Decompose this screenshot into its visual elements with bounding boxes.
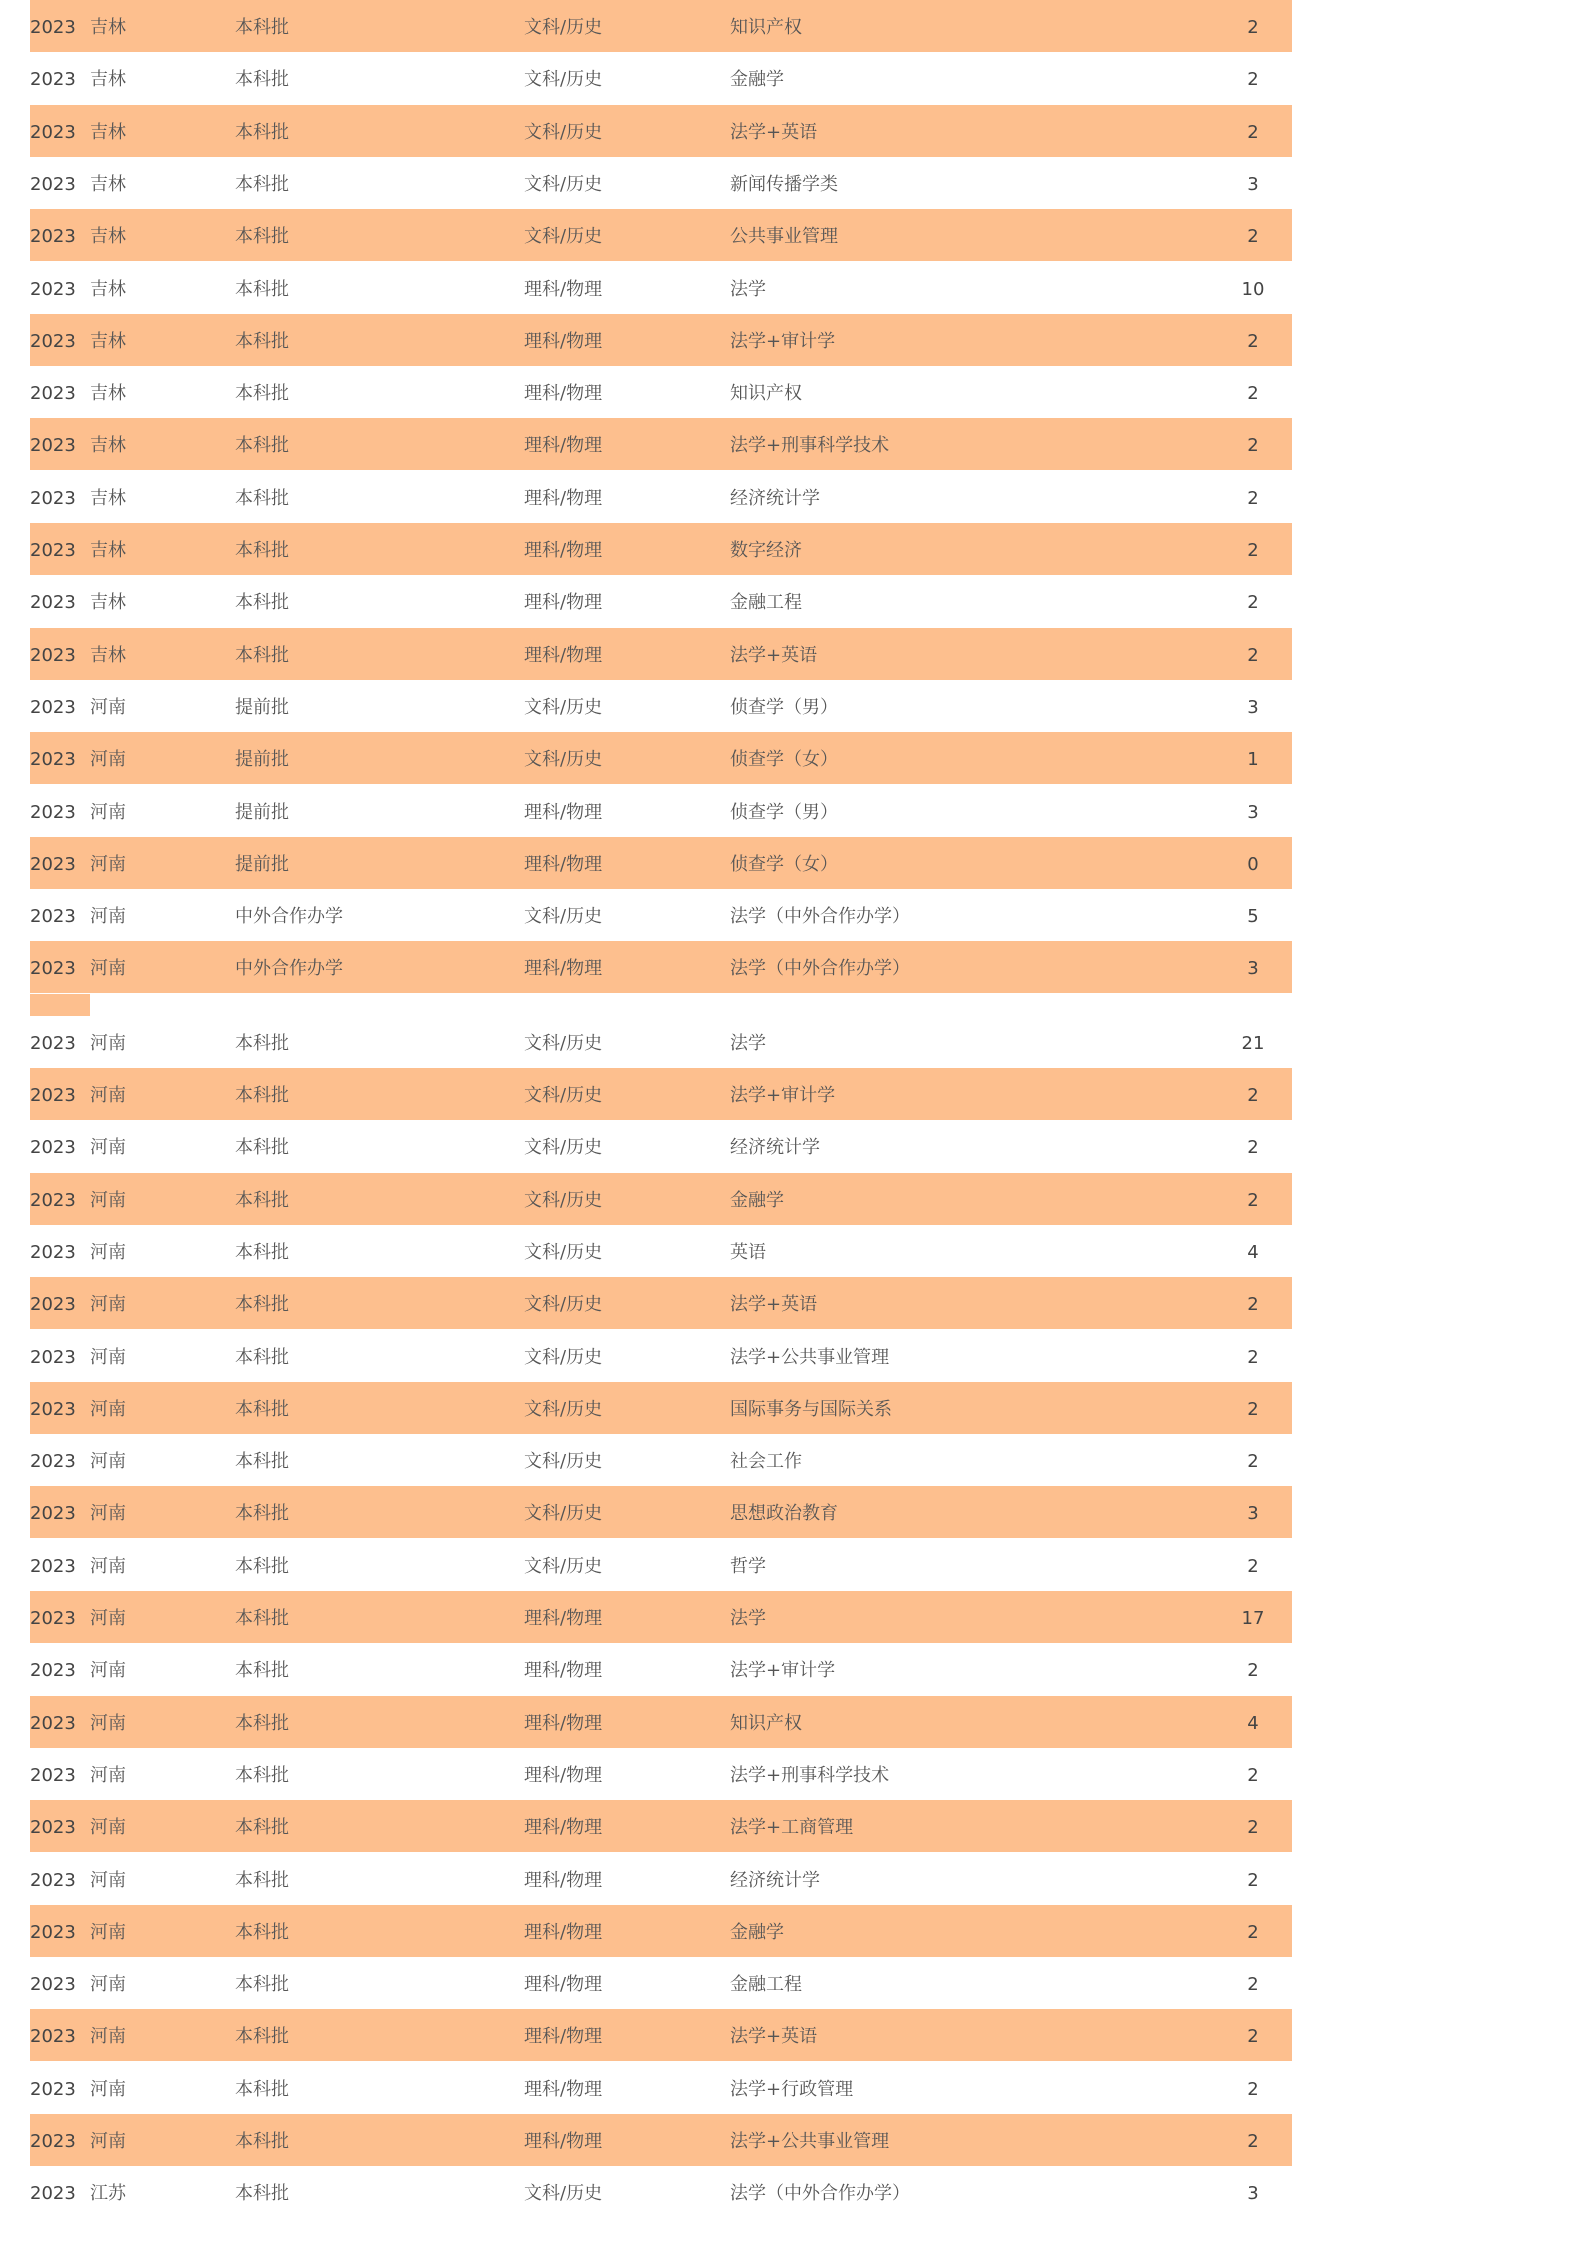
cell-province: 河南 bbox=[90, 1974, 126, 1996]
cell-subject: 文科/历史 bbox=[524, 1085, 603, 1106]
cell-province: 河南 bbox=[90, 1921, 126, 1943]
cell-year: 2023 bbox=[30, 1712, 76, 1734]
cell-year: 2023 bbox=[30, 121, 76, 143]
table-row bbox=[30, 1173, 1292, 1225]
cell-subject: 理科/物理 bbox=[524, 1974, 603, 1996]
cell-batch: 本科批 bbox=[235, 2026, 289, 2048]
cell-batch: 本科批 bbox=[235, 540, 289, 561]
cell-batch: 本科批 bbox=[235, 121, 289, 143]
cell-batch: 本科批 bbox=[235, 644, 289, 666]
cell-major: 思想政治教育 bbox=[730, 1503, 838, 1525]
cell-year: 2023 bbox=[30, 487, 76, 509]
cell-major: 侦查学（女） bbox=[730, 853, 838, 875]
table-row bbox=[30, 1591, 1292, 1643]
cell-subject: 文科/历史 bbox=[524, 69, 603, 91]
cell-province: 吉林 bbox=[90, 173, 126, 195]
cell-province: 吉林 bbox=[90, 540, 126, 561]
cell-province: 河南 bbox=[90, 2131, 126, 2152]
table-row bbox=[30, 314, 1292, 366]
cell-batch: 本科批 bbox=[235, 173, 289, 195]
cell-province: 河南 bbox=[90, 906, 126, 928]
cell-province: 河南 bbox=[90, 696, 126, 718]
row-highlight-fragment bbox=[30, 994, 90, 1016]
table-row bbox=[30, 1330, 1292, 1382]
table-row bbox=[30, 1696, 1292, 1748]
cell-province: 吉林 bbox=[90, 644, 126, 666]
cell-major: 法学+审计学 bbox=[730, 1085, 836, 1106]
cell-subject: 理科/物理 bbox=[524, 2078, 603, 2100]
cell-count: 2 bbox=[1247, 121, 1259, 143]
cell-year: 2023 bbox=[30, 2131, 76, 2152]
cell-province: 河南 bbox=[90, 1032, 126, 1054]
cell-major: 金融工程 bbox=[730, 592, 802, 614]
cell-subject: 理科/物理 bbox=[524, 801, 603, 823]
cell-batch: 本科批 bbox=[235, 278, 289, 300]
cell-major: 法学+行政管理 bbox=[730, 2078, 854, 2100]
cell-year: 2023 bbox=[30, 1764, 76, 1786]
cell-province: 吉林 bbox=[90, 592, 126, 614]
cell-count: 2 bbox=[1247, 330, 1259, 352]
table-row bbox=[30, 2009, 1292, 2061]
cell-major: 法学+英语 bbox=[730, 121, 818, 143]
cell-batch: 本科批 bbox=[235, 487, 289, 509]
cell-province: 吉林 bbox=[90, 226, 126, 248]
cell-count: 2 bbox=[1247, 644, 1259, 666]
cell-province: 河南 bbox=[90, 958, 126, 980]
table-row bbox=[30, 1225, 1292, 1277]
cell-province: 吉林 bbox=[90, 17, 126, 38]
cell-province: 吉林 bbox=[90, 330, 126, 352]
cell-province: 河南 bbox=[90, 1398, 126, 1420]
cell-year: 2023 bbox=[30, 1608, 76, 1629]
table-row bbox=[30, 209, 1292, 261]
cell-year: 2023 bbox=[30, 1398, 76, 1420]
cell-count: 2 bbox=[1247, 383, 1259, 405]
cell-subject: 理科/物理 bbox=[524, 1869, 603, 1891]
cell-batch: 本科批 bbox=[235, 1660, 289, 1682]
cell-batch: 本科批 bbox=[235, 1503, 289, 1525]
cell-province: 吉林 bbox=[90, 278, 126, 300]
cell-subject: 文科/历史 bbox=[524, 2183, 603, 2205]
cell-province: 河南 bbox=[90, 1085, 126, 1106]
cell-year: 2023 bbox=[30, 1189, 76, 1211]
cell-count: 2 bbox=[1247, 1085, 1259, 1106]
cell-subject: 文科/历史 bbox=[524, 1555, 603, 1577]
cell-province: 河南 bbox=[90, 1869, 126, 1891]
cell-count: 2 bbox=[1247, 1974, 1259, 1996]
cell-batch: 提前批 bbox=[235, 853, 289, 875]
cell-batch: 本科批 bbox=[235, 1451, 289, 1473]
cell-count: 2 bbox=[1247, 540, 1259, 561]
cell-major: 法学+英语 bbox=[730, 644, 818, 666]
cell-major: 金融学 bbox=[730, 1921, 784, 1943]
cell-year: 2023 bbox=[30, 592, 76, 614]
table-row bbox=[30, 889, 1292, 941]
table-row bbox=[30, 1643, 1292, 1695]
cell-province: 河南 bbox=[90, 801, 126, 823]
cell-count: 2 bbox=[1247, 1189, 1259, 1211]
cell-major: 法学（中外合作办学） bbox=[730, 2183, 910, 2205]
cell-count: 4 bbox=[1247, 1712, 1259, 1734]
cell-year: 2023 bbox=[30, 2183, 76, 2205]
cell-province: 河南 bbox=[90, 749, 126, 771]
cell-subject: 理科/物理 bbox=[524, 1817, 603, 1839]
cell-count: 4 bbox=[1247, 1241, 1259, 1263]
cell-count: 3 bbox=[1247, 173, 1259, 195]
cell-count: 2 bbox=[1247, 2131, 1259, 2152]
cell-year: 2023 bbox=[30, 2026, 76, 2048]
table-row bbox=[30, 1120, 1292, 1172]
table-row bbox=[30, 1748, 1292, 1800]
cell-major: 公共事业管理 bbox=[730, 226, 838, 248]
cell-province: 河南 bbox=[90, 1451, 126, 1473]
cell-province: 河南 bbox=[90, 2078, 126, 2100]
cell-count: 3 bbox=[1247, 2183, 1259, 2205]
table-row bbox=[30, 1853, 1292, 1905]
cell-major: 法学（中外合作办学） bbox=[730, 958, 910, 980]
cell-subject: 理科/物理 bbox=[524, 1660, 603, 1682]
cell-subject: 文科/历史 bbox=[524, 1189, 603, 1211]
table-row bbox=[30, 471, 1292, 523]
cell-subject: 理科/物理 bbox=[524, 1764, 603, 1786]
cell-batch: 提前批 bbox=[235, 749, 289, 771]
cell-subject: 文科/历史 bbox=[524, 906, 603, 928]
cell-count: 2 bbox=[1247, 1764, 1259, 1786]
cell-province: 河南 bbox=[90, 1137, 126, 1159]
cell-year: 2023 bbox=[30, 2078, 76, 2100]
cell-year: 2023 bbox=[30, 644, 76, 666]
cell-major: 金融学 bbox=[730, 1189, 784, 1211]
cell-major: 法学 bbox=[730, 278, 766, 300]
cell-count: 2 bbox=[1247, 226, 1259, 248]
cell-count: 17 bbox=[1241, 1608, 1265, 1629]
table-row bbox=[30, 366, 1292, 418]
cell-count: 2 bbox=[1247, 487, 1259, 509]
cell-major: 经济统计学 bbox=[730, 487, 820, 509]
cell-major: 知识产权 bbox=[730, 383, 802, 405]
table-row bbox=[30, 1382, 1292, 1434]
cell-year: 2023 bbox=[30, 173, 76, 195]
table-row bbox=[30, 1277, 1292, 1329]
cell-batch: 本科批 bbox=[235, 1608, 289, 1629]
cell-major: 法学+审计学 bbox=[730, 1660, 836, 1682]
cell-year: 2023 bbox=[30, 1032, 76, 1054]
cell-subject: 文科/历史 bbox=[524, 1451, 603, 1473]
cell-year: 2023 bbox=[30, 278, 76, 300]
cell-count: 10 bbox=[1241, 278, 1265, 300]
cell-province: 河南 bbox=[90, 1503, 126, 1525]
cell-major: 法学 bbox=[730, 1032, 766, 1054]
cell-major: 法学+刑事科学技术 bbox=[730, 1764, 890, 1786]
cell-count: 3 bbox=[1247, 1503, 1259, 1525]
cell-subject: 理科/物理 bbox=[524, 2131, 603, 2152]
cell-subject: 理科/物理 bbox=[524, 540, 603, 561]
table-row bbox=[30, 1905, 1292, 1957]
cell-count: 2 bbox=[1247, 2026, 1259, 2048]
cell-batch: 本科批 bbox=[235, 1817, 289, 1839]
cell-subject: 文科/历史 bbox=[524, 696, 603, 718]
cell-year: 2023 bbox=[30, 801, 76, 823]
cell-count: 2 bbox=[1247, 592, 1259, 614]
cell-province: 河南 bbox=[90, 1764, 126, 1786]
cell-major: 社会工作 bbox=[730, 1451, 802, 1473]
cell-count: 2 bbox=[1247, 1817, 1259, 1839]
cell-batch: 本科批 bbox=[235, 330, 289, 352]
cell-major: 数字经济 bbox=[730, 540, 802, 561]
cell-province: 吉林 bbox=[90, 435, 126, 457]
cell-year: 2023 bbox=[30, 540, 76, 561]
cell-year: 2023 bbox=[30, 1921, 76, 1943]
cell-province: 河南 bbox=[90, 1817, 126, 1839]
cell-province: 吉林 bbox=[90, 69, 126, 91]
cell-year: 2023 bbox=[30, 696, 76, 718]
cell-major: 侦查学（女） bbox=[730, 749, 838, 771]
cell-batch: 本科批 bbox=[235, 17, 289, 38]
cell-subject: 理科/物理 bbox=[524, 487, 603, 509]
cell-year: 2023 bbox=[30, 1869, 76, 1891]
table-row bbox=[30, 1068, 1292, 1120]
cell-year: 2023 bbox=[30, 1817, 76, 1839]
cell-major: 法学+英语 bbox=[730, 1294, 818, 1316]
cell-major: 法学+公共事业管理 bbox=[730, 2131, 890, 2152]
cell-count: 2 bbox=[1247, 1346, 1259, 1368]
cell-subject: 理科/物理 bbox=[524, 958, 603, 980]
cell-batch: 本科批 bbox=[235, 1189, 289, 1211]
cell-count: 2 bbox=[1247, 69, 1259, 91]
cell-province: 河南 bbox=[90, 853, 126, 875]
cell-province: 河南 bbox=[90, 1608, 126, 1629]
cell-year: 2023 bbox=[30, 1451, 76, 1473]
cell-count: 3 bbox=[1247, 801, 1259, 823]
cell-subject: 理科/物理 bbox=[524, 435, 603, 457]
cell-year: 2023 bbox=[30, 1137, 76, 1159]
table-row bbox=[30, 0, 1292, 52]
cell-batch: 本科批 bbox=[235, 226, 289, 248]
table-row bbox=[30, 418, 1292, 470]
cell-count: 2 bbox=[1247, 1921, 1259, 1943]
cell-major: 侦查学（男） bbox=[730, 696, 838, 718]
table-row bbox=[30, 157, 1292, 209]
cell-batch: 本科批 bbox=[235, 1921, 289, 1943]
cell-year: 2023 bbox=[30, 1085, 76, 1106]
table-row bbox=[30, 52, 1292, 104]
cell-province: 河南 bbox=[90, 1294, 126, 1316]
cell-subject: 文科/历史 bbox=[524, 173, 603, 195]
table-row bbox=[30, 732, 1292, 784]
cell-province: 河南 bbox=[90, 1346, 126, 1368]
cell-year: 2023 bbox=[30, 435, 76, 457]
cell-batch: 本科批 bbox=[235, 1764, 289, 1786]
cell-count: 2 bbox=[1247, 1869, 1259, 1891]
cell-year: 2023 bbox=[30, 906, 76, 928]
cell-batch: 本科批 bbox=[235, 1555, 289, 1577]
cell-batch: 本科批 bbox=[235, 1294, 289, 1316]
cell-major: 法学 bbox=[730, 1608, 766, 1629]
cell-province: 河南 bbox=[90, 1189, 126, 1211]
cell-major: 法学+工商管理 bbox=[730, 1817, 854, 1839]
cell-province: 河南 bbox=[90, 1555, 126, 1577]
cell-province: 江苏 bbox=[90, 2183, 126, 2205]
cell-major: 法学+审计学 bbox=[730, 330, 836, 352]
cell-count: 2 bbox=[1247, 1555, 1259, 1577]
cell-province: 吉林 bbox=[90, 383, 126, 405]
cell-count: 2 bbox=[1247, 435, 1259, 457]
table-row bbox=[30, 575, 1292, 627]
cell-subject: 文科/历史 bbox=[524, 1241, 603, 1263]
cell-count: 2 bbox=[1247, 1137, 1259, 1159]
cell-batch: 本科批 bbox=[235, 2078, 289, 2100]
table-row bbox=[30, 1539, 1292, 1591]
cell-subject: 理科/物理 bbox=[524, 1921, 603, 1943]
cell-province: 河南 bbox=[90, 2026, 126, 2048]
cell-major: 侦查学（男） bbox=[730, 801, 838, 823]
cell-count: 2 bbox=[1247, 2078, 1259, 2100]
cell-subject: 文科/历史 bbox=[524, 226, 603, 248]
cell-batch: 本科批 bbox=[235, 2131, 289, 2152]
table-row bbox=[30, 2062, 1292, 2114]
cell-batch: 本科批 bbox=[235, 1869, 289, 1891]
cell-year: 2023 bbox=[30, 330, 76, 352]
cell-year: 2023 bbox=[30, 749, 76, 771]
cell-subject: 理科/物理 bbox=[524, 1608, 603, 1629]
table-row bbox=[30, 2114, 1292, 2166]
cell-major: 知识产权 bbox=[730, 1712, 802, 1734]
table-row bbox=[30, 1957, 1292, 2009]
cell-year: 2023 bbox=[30, 1346, 76, 1368]
cell-subject: 文科/历史 bbox=[524, 1294, 603, 1316]
cell-batch: 本科批 bbox=[235, 1137, 289, 1159]
cell-batch: 本科批 bbox=[235, 1712, 289, 1734]
cell-batch: 提前批 bbox=[235, 696, 289, 718]
cell-count: 2 bbox=[1247, 1294, 1259, 1316]
cell-major: 法学（中外合作办学） bbox=[730, 906, 910, 928]
cell-count: 2 bbox=[1247, 17, 1259, 38]
cell-major: 经济统计学 bbox=[730, 1137, 820, 1159]
table-row bbox=[30, 2166, 1292, 2218]
cell-major: 新闻传播学类 bbox=[730, 173, 838, 195]
cell-year: 2023 bbox=[30, 1503, 76, 1525]
cell-count: 2 bbox=[1247, 1398, 1259, 1420]
cell-major: 法学+公共事业管理 bbox=[730, 1346, 890, 1368]
cell-count: 3 bbox=[1247, 958, 1259, 980]
cell-major: 知识产权 bbox=[730, 17, 802, 38]
cell-subject: 理科/物理 bbox=[524, 853, 603, 875]
cell-subject: 理科/物理 bbox=[524, 1712, 603, 1734]
cell-province: 吉林 bbox=[90, 487, 126, 509]
cell-subject: 文科/历史 bbox=[524, 17, 603, 38]
table-row bbox=[30, 628, 1292, 680]
cell-subject: 文科/历史 bbox=[524, 1503, 603, 1525]
cell-subject: 理科/物理 bbox=[524, 644, 603, 666]
cell-province: 吉林 bbox=[90, 121, 126, 143]
cell-year: 2023 bbox=[30, 383, 76, 405]
cell-subject: 文科/历史 bbox=[524, 1346, 603, 1368]
cell-batch: 提前批 bbox=[235, 801, 289, 823]
cell-count: 2 bbox=[1247, 1451, 1259, 1473]
cell-year: 2023 bbox=[30, 226, 76, 248]
cell-count: 2 bbox=[1247, 1660, 1259, 1682]
cell-batch: 本科批 bbox=[235, 1346, 289, 1368]
table-row bbox=[30, 680, 1292, 732]
cell-province: 河南 bbox=[90, 1660, 126, 1682]
cell-year: 2023 bbox=[30, 1974, 76, 1996]
cell-subject: 文科/历史 bbox=[524, 121, 603, 143]
table-row bbox=[30, 941, 1292, 993]
cell-batch: 本科批 bbox=[235, 1241, 289, 1263]
cell-count: 0 bbox=[1247, 853, 1259, 875]
cell-subject: 理科/物理 bbox=[524, 383, 603, 405]
cell-count: 21 bbox=[1241, 1032, 1265, 1054]
cell-year: 2023 bbox=[30, 1555, 76, 1577]
table-row bbox=[30, 105, 1292, 157]
cell-major: 金融学 bbox=[730, 69, 784, 91]
cell-batch: 本科批 bbox=[235, 1398, 289, 1420]
cell-major: 法学+刑事科学技术 bbox=[730, 435, 890, 457]
cell-batch: 本科批 bbox=[235, 435, 289, 457]
cell-province: 河南 bbox=[90, 1241, 126, 1263]
cell-batch: 本科批 bbox=[235, 592, 289, 614]
cell-count: 1 bbox=[1247, 749, 1259, 771]
cell-major: 法学+英语 bbox=[730, 2026, 818, 2048]
cell-subject: 理科/物理 bbox=[524, 278, 603, 300]
table-row bbox=[30, 785, 1292, 837]
cell-subject: 理科/物理 bbox=[524, 592, 603, 614]
cell-year: 2023 bbox=[30, 69, 76, 91]
cell-subject: 理科/物理 bbox=[524, 2026, 603, 2048]
cell-year: 2023 bbox=[30, 1241, 76, 1263]
cell-major: 金融工程 bbox=[730, 1974, 802, 1996]
table-row bbox=[30, 837, 1292, 889]
cell-batch: 本科批 bbox=[235, 1974, 289, 1996]
cell-batch: 本科批 bbox=[235, 383, 289, 405]
cell-batch: 本科批 bbox=[235, 1032, 289, 1054]
table-row bbox=[30, 1800, 1292, 1852]
cell-batch: 本科批 bbox=[235, 1085, 289, 1106]
cell-year: 2023 bbox=[30, 1294, 76, 1316]
table-row bbox=[30, 262, 1292, 314]
cell-batch: 中外合作办学 bbox=[235, 958, 343, 980]
cell-subject: 理科/物理 bbox=[524, 330, 603, 352]
cell-major: 国际事务与国际关系 bbox=[730, 1398, 892, 1420]
cell-subject: 文科/历史 bbox=[524, 749, 603, 771]
cell-subject: 文科/历史 bbox=[524, 1398, 603, 1420]
cell-batch: 本科批 bbox=[235, 2183, 289, 2205]
cell-major: 哲学 bbox=[730, 1555, 766, 1577]
cell-batch: 本科批 bbox=[235, 69, 289, 91]
cell-subject: 文科/历史 bbox=[524, 1137, 603, 1159]
cell-year: 2023 bbox=[30, 853, 76, 875]
cell-province: 河南 bbox=[90, 1712, 126, 1734]
cell-major: 英语 bbox=[730, 1241, 766, 1263]
cell-year: 2023 bbox=[30, 17, 76, 38]
table-row bbox=[30, 1486, 1292, 1538]
cell-subject: 文科/历史 bbox=[524, 1032, 603, 1054]
cell-batch: 中外合作办学 bbox=[235, 906, 343, 928]
cell-major: 经济统计学 bbox=[730, 1869, 820, 1891]
cell-year: 2023 bbox=[30, 958, 76, 980]
table-row bbox=[30, 1434, 1292, 1486]
cell-count: 5 bbox=[1247, 906, 1259, 928]
table-row bbox=[30, 523, 1292, 575]
table-row bbox=[30, 1016, 1292, 1068]
cell-count: 3 bbox=[1247, 696, 1259, 718]
cell-year: 2023 bbox=[30, 1660, 76, 1682]
